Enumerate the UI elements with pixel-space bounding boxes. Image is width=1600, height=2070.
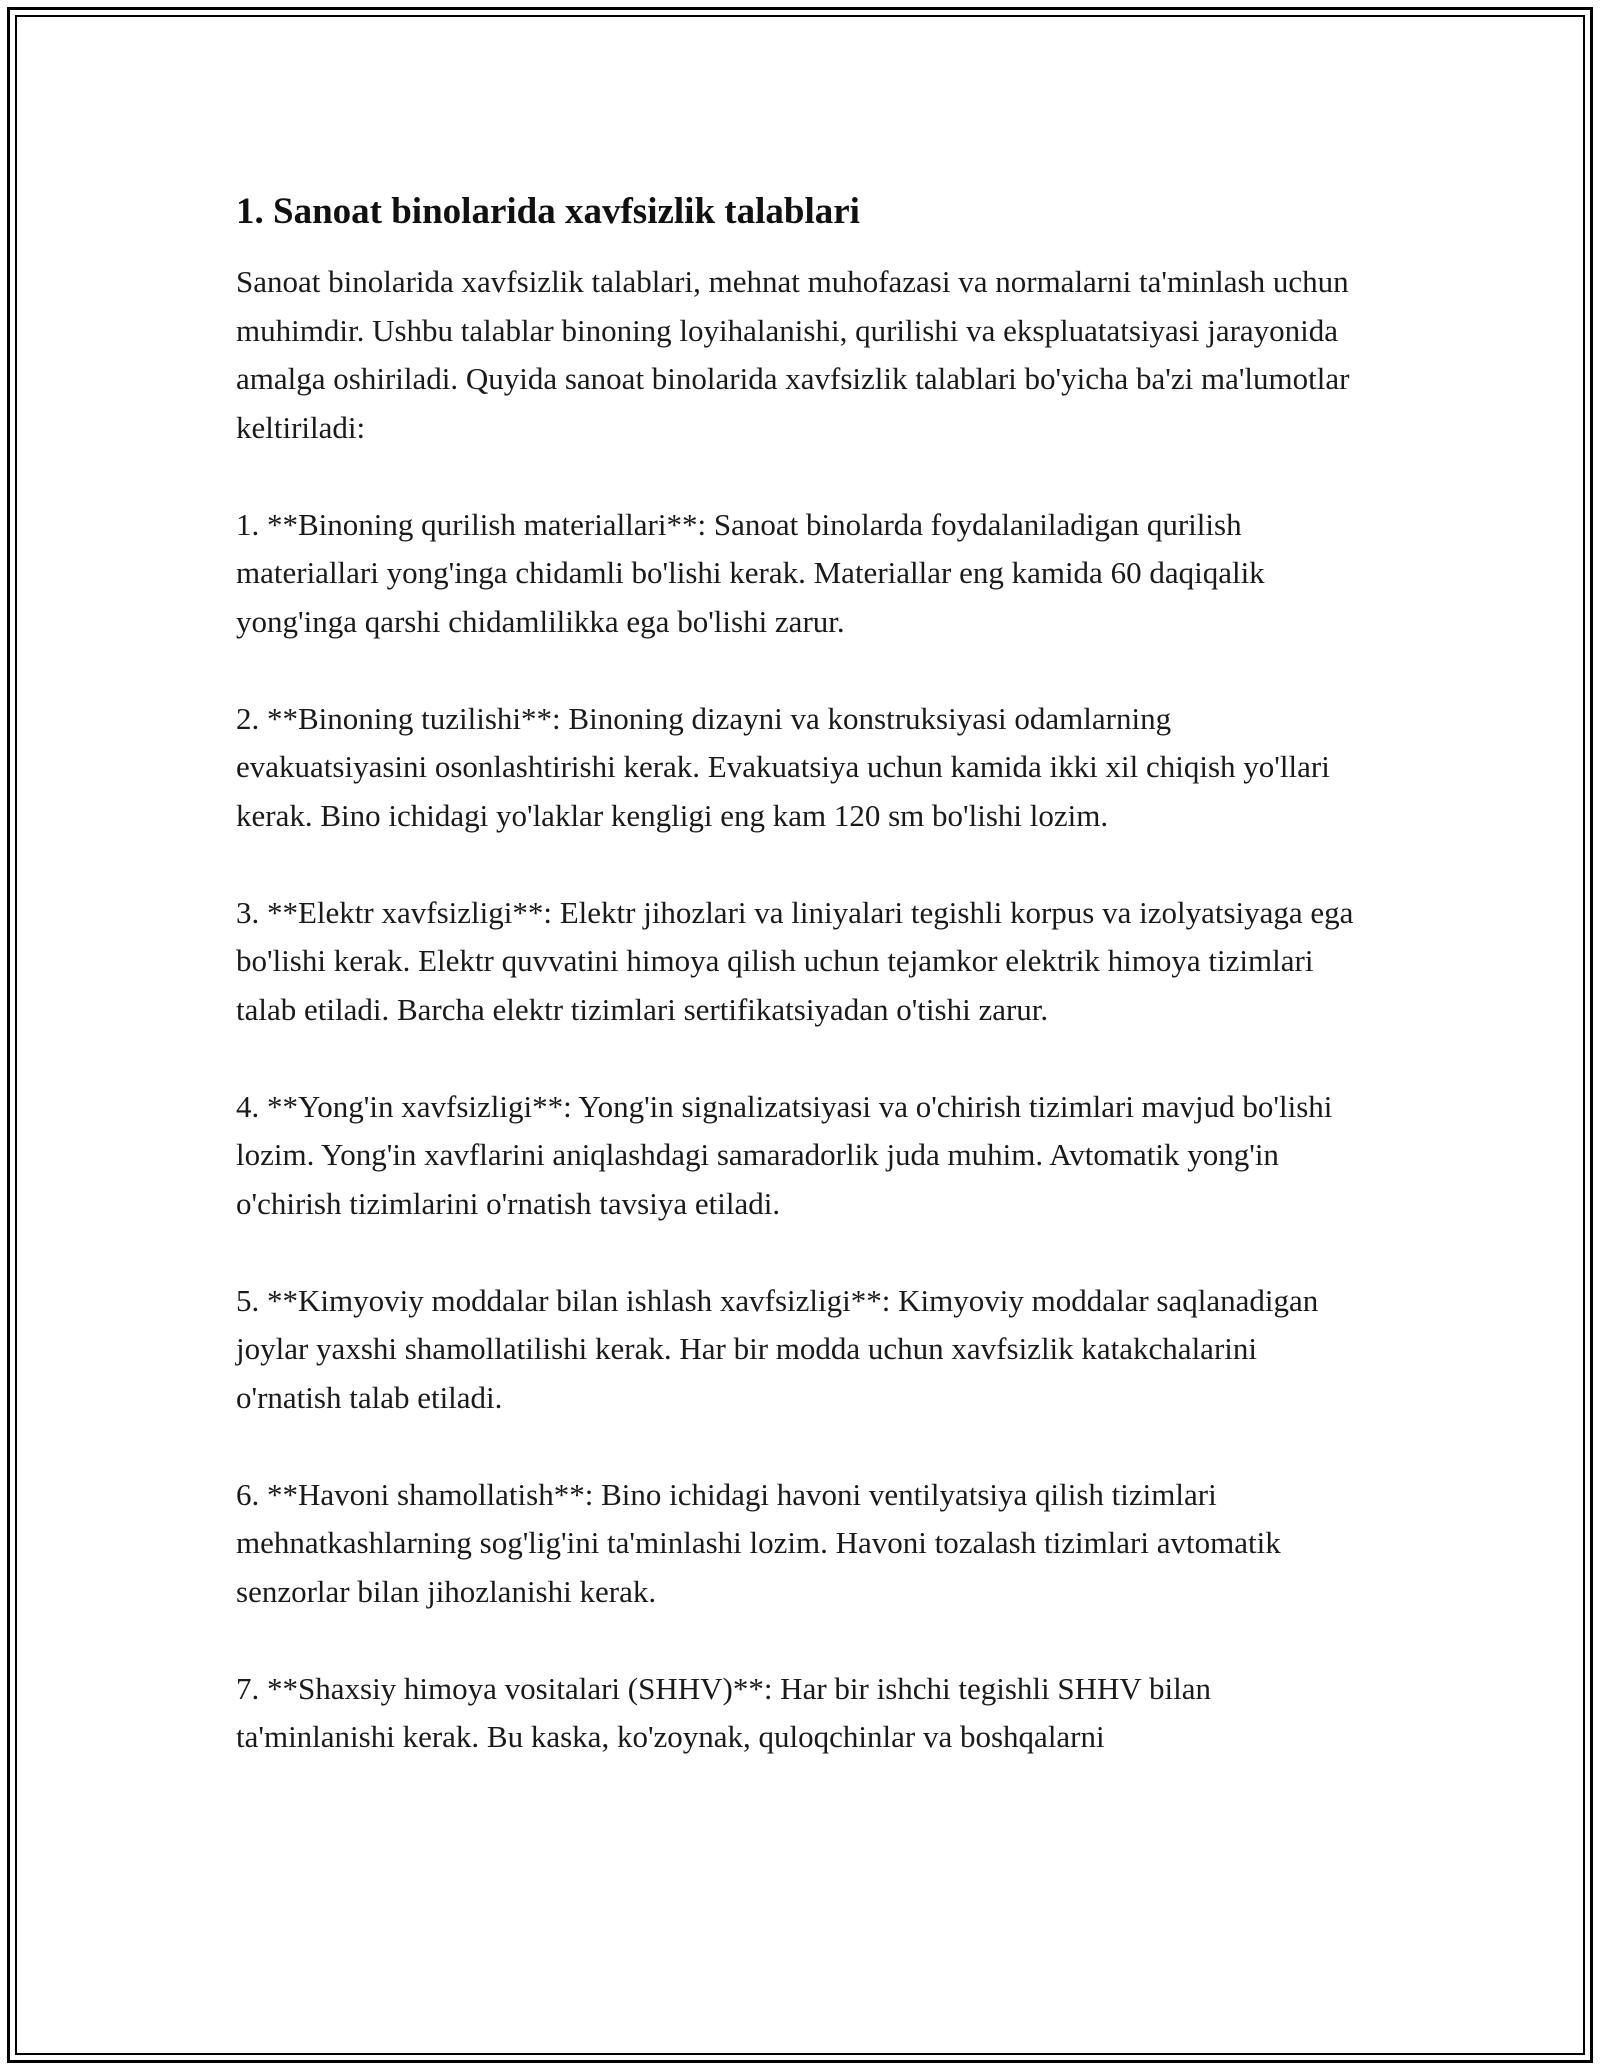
list-item: 2. **Binoning tuzilishi**: Binoning dizayni va konstruksiyasi odamlarning evakuatsiyasini osonlashtirishi kerak. Evakuatsiya uchun kamida ikki xil chiqish yo'llari kerak. Bino ichidagi yo'laklar kengligi eng kam 120 sm bo'lishi lozim. — [236, 700, 1330, 833]
document-body — [236, 188, 1366, 1810]
list-item: 5. **Kimyoviy moddalar bilan ishlash xavfsizligi**: Kimyoviy moddalar saqlanadigan joylar yaxshi shamollatilishi kerak. Har bir modda uchun xavfsizlik katakchalarini o'rnatish talab etiladi. — [236, 1282, 1319, 1415]
list-item: 1. **Binoning qurilish materiallari**: Sanoat binolarda foydalaniladigan qurilish materiallari yong'inga chidamli bo'lishi kerak. Materiallar eng kamida 60 daqiqalik yong'inga qarshi chidamlilikka ega bo'lishi zarur. — [236, 506, 1265, 639]
list-item: 7. **Shaxsiy himoya vositalari (SHHV)**: Har bir ishchi tegishli SHHV bilan ta'minlanishi kerak. Bu kaska, ko'zoynak, quloqchinlar va boshqalarni — [236, 1670, 1211, 1754]
list-item: 6. **Havoni shamollatish**: Bino ichidagi havoni ventilyatsiya qilish tizimlari mehnatkashlarning sog'lig'ini ta'minlashi lozim. Havoni tozalash tizimlari avtomatik senzorlar bilan jihozlanishi kerak. — [236, 1476, 1281, 1609]
list-item: 4. **Yong'in xavfsizligi**: Yong'in signalizatsiyasi va o'chirish tizimlari mavjud bo'lishi lozim. Yong'in xavflarini aniqlashdagi samaradorlik juda muhim. Avtomatik yong'in o'chirish tizimlarini o'rnatish tavsiya etiladi. — [236, 1088, 1333, 1221]
list-item: 3. **Elektr xavfsizligi**: Elektr jihozlari va liniyalari tegishli korpus va izolyatsiyaga ega bo'lishi kerak. Elektr quvvatini himoya qilish uchun tejamkor elektrik himoya tizimlari talab etiladi. Barcha elektr tizimlari sertifikatsiyadan o'tishi zarur. — [236, 894, 1354, 1027]
intro-paragraph: Sanoat binolarida xavfsizlik talablari, mehnat muhofazasi va normalarni ta'minlash uchun muhimdir. Ushbu talablar binoning loyihalanishi, qurilishi va ekspluatatsiyasi jarayonida amalga oshiriladi. Quyida sanoat binolarida xavfsizlik talablari bo'yicha ba'zi ma'lumotlar keltiriladi: — [236, 264, 1350, 445]
section-heading: 1. Sanoat binolarida xavfsizlik talablari — [236, 191, 860, 232]
